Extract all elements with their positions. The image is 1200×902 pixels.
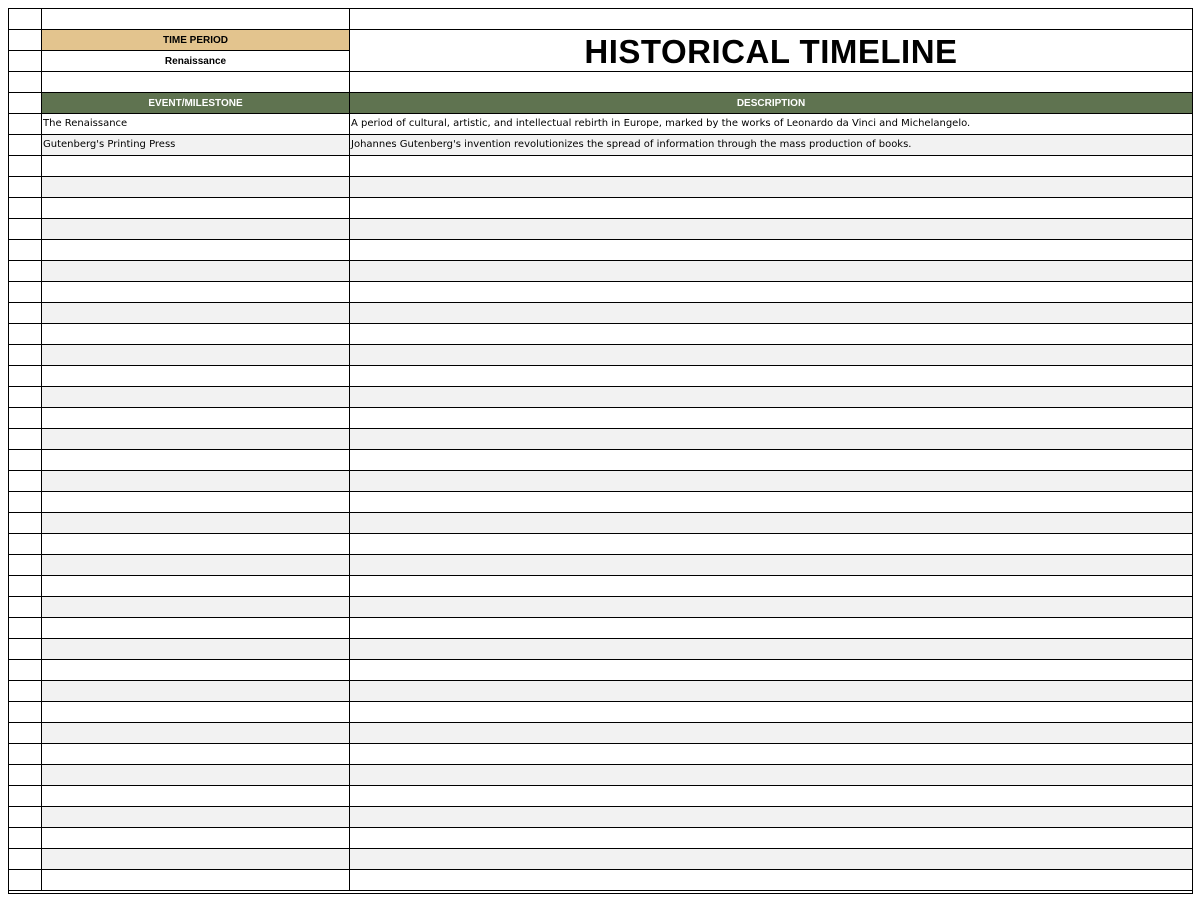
row-gutter-cell[interactable] [9,324,42,345]
event-cell[interactable] [42,219,350,240]
row-gutter-cell[interactable] [9,93,42,114]
row-gutter-cell[interactable] [9,723,42,744]
event-cell[interactable] [42,807,350,828]
event-cell[interactable]: Gutenberg's Printing Press [42,135,350,156]
row-gutter-cell[interactable] [9,261,42,282]
table-row [9,303,1192,324]
row-gutter-cell[interactable] [9,681,42,702]
row-gutter-cell[interactable] [9,51,42,72]
event-cell[interactable] [42,513,350,534]
table-row [9,828,1192,849]
row-gutter-cell[interactable] [9,156,42,177]
description-cell[interactable] [350,366,1192,387]
description-cell[interactable] [350,723,1192,744]
description-cell[interactable] [350,828,1192,849]
event-cell[interactable] [42,303,350,324]
table-row [9,261,1192,282]
description-cell[interactable] [350,240,1192,261]
table-row [9,744,1192,765]
table-row [9,660,1192,681]
row-gutter-cell[interactable] [9,177,42,198]
time-period-label: TIME PERIOD [42,30,350,51]
row-gutter-cell[interactable] [9,849,42,870]
event-cell[interactable] [42,450,350,471]
table-row [9,387,1192,408]
table-row [9,681,1192,702]
event-cell[interactable] [42,576,350,597]
row-gutter-cell[interactable] [9,282,42,303]
table-row [9,408,1192,429]
event-cell[interactable] [42,660,350,681]
row-gutter-cell[interactable] [9,135,42,156]
table-row [9,471,1192,492]
description-cell[interactable] [350,450,1192,471]
event-cell[interactable] [42,639,350,660]
description-cell[interactable] [350,786,1192,807]
table-row [9,282,1192,303]
description-cell[interactable] [350,597,1192,618]
table-row [9,534,1192,555]
description-cell[interactable] [350,534,1192,555]
description-cell[interactable] [350,681,1192,702]
table-row [9,114,1192,135]
row-gutter-cell[interactable] [9,870,42,891]
description-cell[interactable] [350,576,1192,597]
row-gutter-cell[interactable] [9,807,42,828]
event-cell[interactable] [42,723,350,744]
table-header-row [9,93,1192,114]
row-gutter-cell[interactable] [9,786,42,807]
description-cell[interactable] [350,807,1192,828]
timeline-sheet [8,8,1193,894]
event-cell[interactable] [42,828,350,849]
event-cell[interactable] [42,387,350,408]
event-cell[interactable] [42,282,350,303]
description-cell[interactable] [350,618,1192,639]
table-row [9,198,1192,219]
table-row [9,135,1192,156]
table-row [9,324,1192,345]
table-row [9,807,1192,828]
event-cell[interactable] [42,492,350,513]
description-cell[interactable] [350,261,1192,282]
blank-cell[interactable] [42,72,350,93]
table-row [9,177,1192,198]
table-row [9,219,1192,240]
row-gutter-cell[interactable] [9,492,42,513]
table-row [9,786,1192,807]
row-gutter-cell[interactable] [9,303,42,324]
row-gutter-cell[interactable] [9,219,42,240]
table-row [9,702,1192,723]
event-cell[interactable] [42,408,350,429]
description-cell[interactable] [350,849,1192,870]
sheet-row [9,72,1192,93]
row-gutter-cell[interactable] [9,429,42,450]
row-gutter-cell[interactable] [9,30,42,51]
row-gutter-cell[interactable] [9,702,42,723]
event-cell[interactable] [42,534,350,555]
row-gutter-cell[interactable] [9,387,42,408]
event-cell[interactable] [42,786,350,807]
column-header-description: DESCRIPTION [350,93,1192,114]
table-row [9,429,1192,450]
table-row [9,366,1192,387]
event-cell[interactable] [42,177,350,198]
table-row [9,849,1192,870]
description-cell[interactable]: Johannes Gutenberg's invention revolutionizes the spread of information through the mass production of books. [350,135,1192,156]
description-cell[interactable] [350,408,1192,429]
table-row [9,555,1192,576]
table-row [9,156,1192,177]
table-row [9,576,1192,597]
description-cell[interactable] [350,387,1192,408]
row-gutter-cell[interactable] [9,639,42,660]
page-title: HISTORICAL TIMELINE [350,30,1192,72]
row-gutter-cell[interactable] [9,114,42,135]
row-gutter-cell[interactable] [9,9,42,30]
blank-cell[interactable] [350,9,1192,30]
table-row [9,870,1192,891]
description-cell[interactable] [350,639,1192,660]
event-cell[interactable] [42,870,350,891]
row-gutter-cell[interactable] [9,345,42,366]
event-cell[interactable] [42,765,350,786]
row-gutter-cell[interactable] [9,534,42,555]
description-cell[interactable] [350,219,1192,240]
event-cell[interactable] [42,156,350,177]
description-cell[interactable] [350,513,1192,534]
event-cell[interactable] [42,366,350,387]
row-gutter-cell[interactable] [9,828,42,849]
event-cell[interactable]: The Renaissance [42,114,350,135]
description-cell[interactable] [350,345,1192,366]
event-cell[interactable] [42,849,350,870]
description-cell[interactable] [350,765,1192,786]
description-cell[interactable] [350,324,1192,345]
event-cell[interactable] [42,345,350,366]
event-cell[interactable] [42,555,350,576]
row-gutter-cell[interactable] [9,765,42,786]
description-cell[interactable] [350,282,1192,303]
row-gutter-cell[interactable] [9,471,42,492]
description-cell[interactable] [350,744,1192,765]
row-gutter-cell[interactable] [9,555,42,576]
event-cell[interactable] [42,597,350,618]
event-cell[interactable] [42,744,350,765]
row-gutter-cell[interactable] [9,618,42,639]
row-gutter-cell[interactable] [9,450,42,471]
event-cell[interactable] [42,240,350,261]
description-cell[interactable] [350,198,1192,219]
description-cell[interactable] [350,555,1192,576]
description-cell[interactable] [350,471,1192,492]
event-cell[interactable] [42,618,350,639]
event-cell[interactable] [42,198,350,219]
table-row [9,492,1192,513]
row-gutter-cell[interactable] [9,597,42,618]
event-cell[interactable] [42,429,350,450]
row-gutter-cell[interactable] [9,198,42,219]
row-gutter-cell[interactable] [9,660,42,681]
blank-cell[interactable] [350,72,1192,93]
row-gutter-cell[interactable] [9,408,42,429]
description-cell[interactable] [350,870,1192,891]
event-cell[interactable] [42,702,350,723]
description-cell[interactable] [350,702,1192,723]
table-row [9,723,1192,744]
description-cell[interactable] [350,429,1192,450]
table-row [9,513,1192,534]
row-gutter-cell[interactable] [9,366,42,387]
table-row [9,345,1192,366]
row-gutter-cell[interactable] [9,576,42,597]
description-cell[interactable] [350,156,1192,177]
table-row [9,618,1192,639]
description-cell[interactable] [350,303,1192,324]
event-cell[interactable] [42,681,350,702]
description-cell[interactable] [350,177,1192,198]
row-gutter-cell[interactable] [9,240,42,261]
description-cell[interactable]: A period of cultural, artistic, and intellectual rebirth in Europe, marked by the works of Leonardo da Vinci and Michelangelo. [350,114,1192,135]
table-row [9,639,1192,660]
table-row [9,765,1192,786]
row-gutter-cell[interactable] [9,513,42,534]
row-gutter-cell[interactable] [9,744,42,765]
column-header-event: EVENT/MILESTONE [42,93,350,114]
event-cell[interactable] [42,324,350,345]
row-gutter-cell[interactable] [9,72,42,93]
table-row [9,597,1192,618]
time-period-value[interactable]: Renaissance [42,51,350,72]
sheet-row [9,9,1192,30]
table-row [9,450,1192,471]
event-cell[interactable] [42,261,350,282]
event-cell[interactable] [42,471,350,492]
blank-cell[interactable] [42,9,350,30]
description-cell[interactable] [350,492,1192,513]
table-row [9,240,1192,261]
description-cell[interactable] [350,660,1192,681]
